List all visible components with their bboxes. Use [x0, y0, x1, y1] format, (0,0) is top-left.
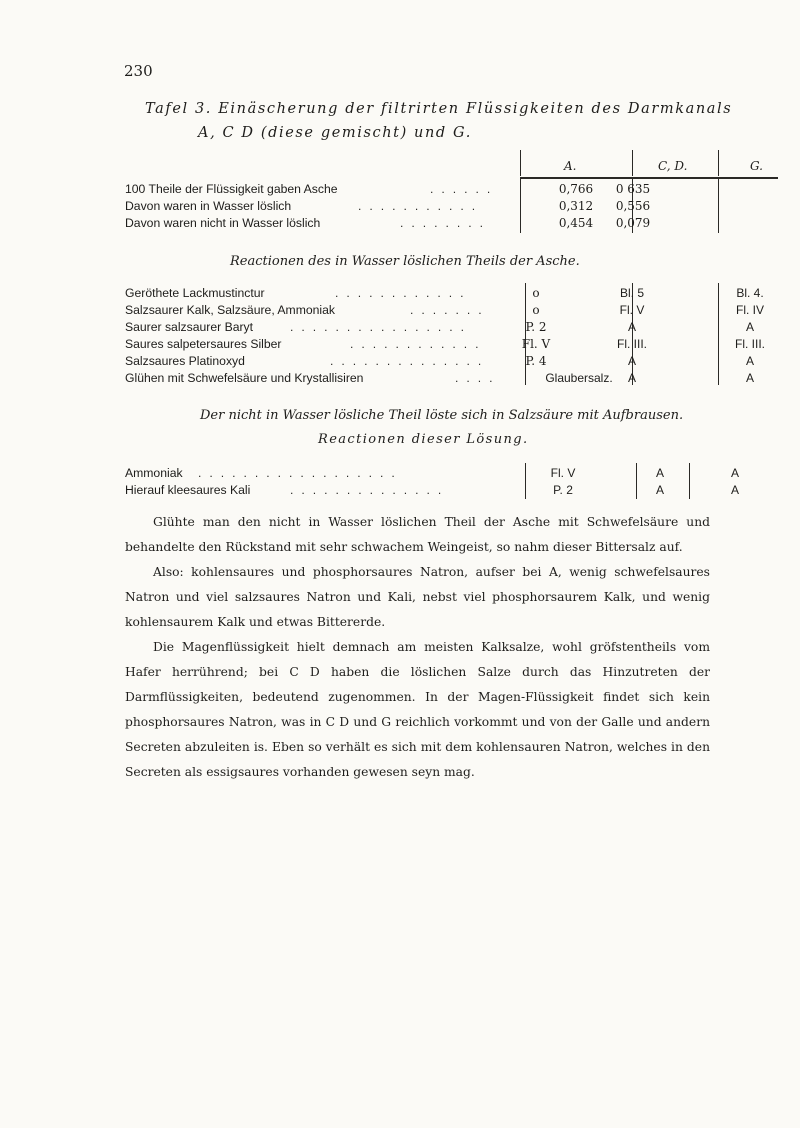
column-header-g: G.	[750, 159, 763, 173]
table-cell: o	[532, 303, 540, 317]
table-cell: Fl. V	[521, 337, 551, 351]
table-cell: A	[745, 371, 754, 385]
leader-dots: . . . . . . . .	[400, 216, 486, 230]
table-cell: 0 635	[615, 182, 651, 196]
body-text	[125, 510, 710, 785]
table-row-label: Salzsaures Platinoxyd	[125, 354, 245, 368]
table-cell: Fl. III.	[617, 337, 647, 351]
leader-dots: . . . . . . . . . . .	[358, 199, 478, 213]
table-cell: A	[745, 320, 754, 334]
table-row-label: Davon waren nicht in Wasser löslich	[125, 216, 321, 230]
table-cell: A	[745, 354, 754, 368]
table-cell: A	[627, 371, 636, 385]
table-cell: Fl. V	[550, 466, 576, 480]
column-divider	[632, 150, 633, 176]
leader-dots: . . . . . . .	[410, 303, 484, 317]
table-cell: Bl. 5	[619, 286, 644, 300]
column-divider	[718, 150, 719, 176]
column-divider	[689, 463, 690, 499]
table-cell: Fl. IV	[735, 303, 764, 317]
paragraph: Also: kohlensaures und phosphorsaures Natron, aufser bei A, wenig schwefelsaures Natron und viel salzsaures Natron und Kali, nebst viel phosphorsaurem Kalk, und wenig kohlensaurem Kalk und etwas Bittererde.	[125, 565, 710, 629]
table-cell: 0,312	[558, 199, 594, 213]
table-cell: P. 2	[525, 320, 547, 334]
table-row-label: Saures salpetersaures Silber	[125, 337, 282, 351]
table-row-label: Davon waren in Wasser löslich	[125, 199, 292, 213]
leader-dots: . . . . . .	[430, 182, 493, 196]
table-title-line1: Tafel 3. Einäscherung der filtrirten Flüssigkeiten des Darmkanals	[145, 101, 733, 117]
table-cell: A	[627, 354, 636, 368]
page-number: 230	[124, 62, 153, 80]
leader-dots: . . . . . . . . . . . . . .	[290, 483, 444, 497]
table-row-label: Glühen mit Schwefelsäure und Krystallisiren	[125, 371, 364, 385]
column-divider	[520, 150, 521, 176]
table-row-label: Saurer salzsaurer Baryt	[125, 320, 254, 334]
column-divider	[636, 463, 637, 499]
table-cell: 0,454	[558, 216, 594, 230]
paragraph: Die Magenflüssigkeit hielt demnach am meisten Kalksalze, wohl gröfstentheils vom Hafer herrührend; bei C D haben die löslichen Salze durch das Hinzutreten der Darmflüssigkeiten, bedeutend zugenommen. In der Magen-Flüssigkeit findet sich kein phosphorsaures Natron, was in C D und G reichlich vorkommt und von der Galle und andern Secreten abzuleiten is. Eben so verhält es sich mit dem kohlensauren Natron, welches in den Secreten als essigsaures vorhanden gewesen seyn mag.	[125, 640, 710, 779]
table-cell: P. 4	[525, 354, 547, 368]
table-row-label: Geröthete Lackmustinctur	[125, 286, 265, 300]
table-cell: A	[655, 466, 664, 480]
table-cell: 0,556	[615, 199, 651, 213]
header-rule	[520, 177, 778, 179]
table-title-line2: A, C D (diese gemischt) und G.	[198, 125, 472, 141]
table-cell: o	[532, 286, 540, 300]
table-cell: A	[730, 483, 739, 497]
column-header-a: A.	[564, 159, 577, 173]
table-cell: A	[730, 466, 739, 480]
leader-dots: . . . . . . . . . . . .	[350, 337, 481, 351]
table-row-label: Salzsaurer Kalk, Salzsäure, Ammoniak	[125, 303, 335, 317]
section-heading: Reactionen dieser Lösung.	[318, 432, 529, 447]
leader-dots: . . . .	[455, 371, 495, 385]
section-heading: Der nicht in Wasser lösliche Theil löste sich in Salzsäure mit Aufbrausen.	[200, 408, 684, 423]
table-cell: 0,079	[615, 216, 651, 230]
section-heading: Reactionen des in Wasser löslichen Theils der Asche.	[230, 254, 580, 269]
table-cell: Bl. 4.	[736, 286, 764, 300]
leader-dots: . . . . . . . . . . . . . . . .	[290, 320, 467, 334]
table-row-label: Ammoniak	[125, 466, 183, 480]
table-cell: Fl. V	[619, 303, 645, 317]
column-header-cd: C, D.	[658, 159, 688, 173]
table-row-label: 100 Theile der Flüssigkeit gaben Asche	[125, 182, 338, 196]
table-cell: 0,766	[558, 182, 594, 196]
table-cell: A	[627, 320, 636, 334]
leader-dots: . . . . . . . . . . . . . .	[330, 354, 484, 368]
leader-dots: . . . . . . . . . . . .	[335, 286, 466, 300]
column-divider	[718, 179, 719, 233]
table-cell: P. 2	[553, 483, 573, 497]
table-row-label: Hierauf kleesaures Kali	[125, 483, 251, 497]
column-divider	[525, 463, 526, 499]
table-cell: A	[655, 483, 664, 497]
table-cell: Fl. III.	[735, 337, 765, 351]
column-divider	[718, 283, 719, 385]
leader-dots: . . . . . . . . . . . . . . . . . .	[198, 466, 398, 480]
paragraph: Glühte man den nicht in Wasser löslichen Theil der Asche mit Schwefelsäure und behandelte den Rückstand mit sehr schwachem Weingeist, so nahm dieser Bittersalz auf.	[125, 515, 710, 554]
table-cell: Glaubersalz.	[545, 371, 613, 385]
